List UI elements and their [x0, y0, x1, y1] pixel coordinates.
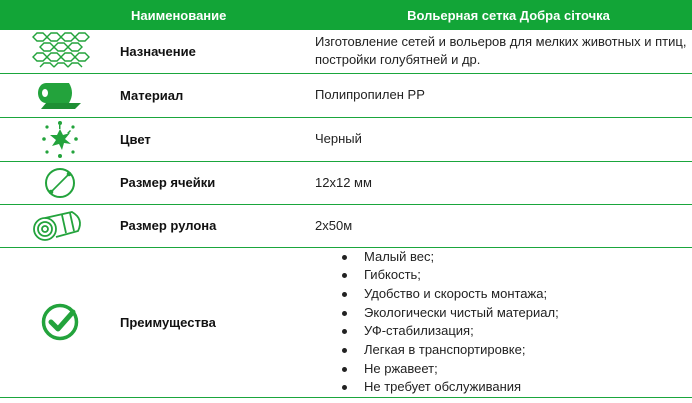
row-value: 2x50м	[315, 204, 692, 247]
list-item: Легкая в транспортировке;	[315, 341, 692, 360]
list-item: Экологически чистый материал;	[315, 304, 692, 323]
rolled-mesh-icon	[0, 204, 120, 247]
list-item: Не требует обслуживания	[315, 378, 692, 397]
advantages-list-cell	[315, 247, 692, 398]
mesh-net-icon	[0, 30, 120, 73]
table-row	[0, 247, 692, 398]
row-name: Преимущества	[120, 247, 315, 398]
row-name: Материал	[120, 73, 315, 117]
material-roll-icon	[0, 73, 120, 117]
table-header	[0, 0, 692, 30]
list-item: Гибкость;	[315, 266, 692, 285]
row-value: Полипропилен PP	[315, 73, 692, 117]
table-row	[0, 73, 692, 117]
cell-diameter-icon	[0, 161, 120, 204]
list-item: УФ-стабилизация;	[315, 322, 692, 341]
table-row	[0, 204, 692, 247]
advantages-list	[315, 248, 692, 398]
row-value: Черный	[315, 117, 692, 161]
row-name: Назначение	[120, 30, 315, 73]
row-name: Цвет	[120, 117, 315, 161]
table-row	[0, 161, 692, 204]
list-item: Не ржавеет;	[315, 360, 692, 379]
color-splash-icon	[0, 117, 120, 161]
header-value: Вольерная сетка Добра сiточка	[407, 7, 610, 23]
list-item: Удобство и скорость монтажа;	[315, 285, 692, 304]
header-name: Наименование	[131, 7, 227, 23]
row-value: Изготовление сетей и вольеров для мелких животных и птиц, постройки голубятней и др.	[315, 30, 692, 73]
list-item: Малый вес;	[315, 248, 692, 267]
check-circle-icon	[0, 247, 120, 398]
row-value: 12x12 мм	[315, 161, 692, 204]
row-name: Размер рулона	[120, 204, 315, 247]
table-row	[0, 117, 692, 161]
table-row	[0, 30, 692, 73]
header-icon-spacer	[0, 0, 120, 30]
row-name: Размер ячейки	[120, 161, 315, 204]
